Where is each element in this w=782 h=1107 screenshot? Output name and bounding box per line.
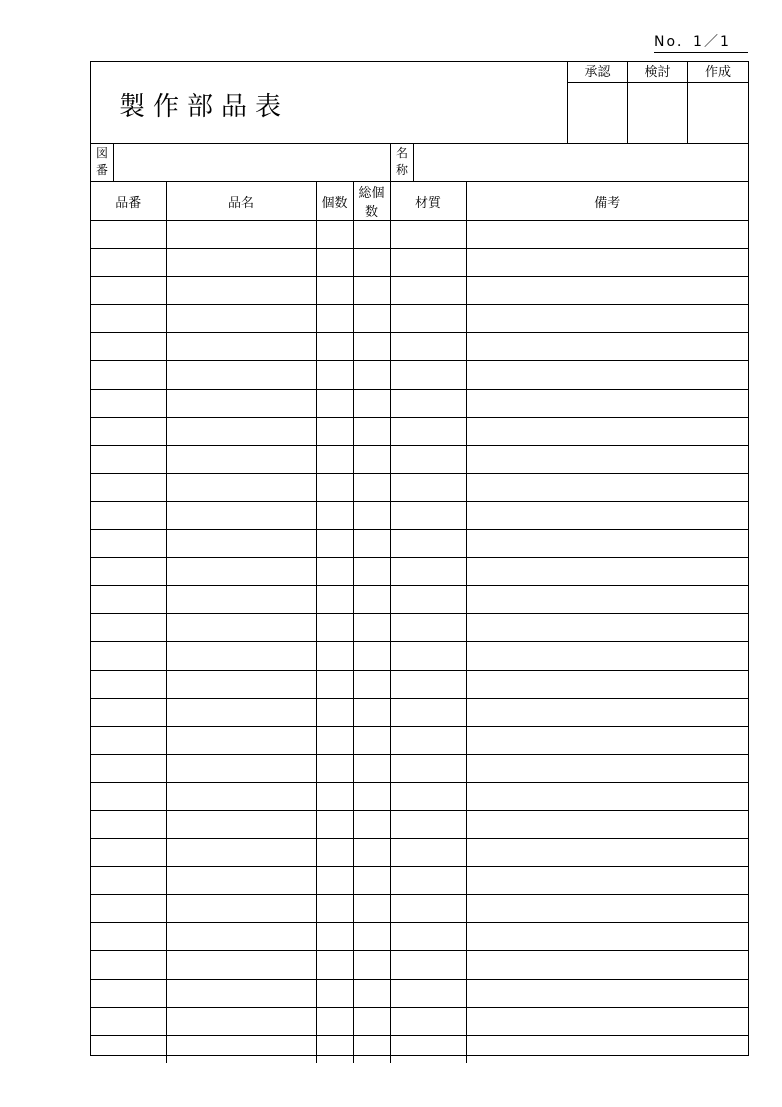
part-number-cell[interactable] <box>91 389 166 417</box>
table-row <box>91 810 748 838</box>
remarks-cell[interactable] <box>466 305 748 333</box>
part-name-cell[interactable] <box>166 1007 316 1035</box>
part-name-cell[interactable] <box>166 333 316 361</box>
part-name-cell[interactable] <box>166 221 316 249</box>
total-quantity-cell[interactable] <box>353 979 390 1007</box>
total-quantity-cell[interactable] <box>353 895 390 923</box>
remarks-cell[interactable] <box>466 221 748 249</box>
part-name-cell[interactable] <box>166 305 316 333</box>
part-number-cell[interactable] <box>91 867 166 895</box>
part-number-cell[interactable] <box>91 277 166 305</box>
material-cell[interactable] <box>390 558 466 586</box>
quantity-cell[interactable] <box>316 249 353 277</box>
total-quantity-cell[interactable] <box>353 249 390 277</box>
total-quantity-cell[interactable] <box>353 586 390 614</box>
remarks-cell[interactable] <box>466 670 748 698</box>
quantity-cell[interactable] <box>316 979 353 1007</box>
document-title: 製作部品表 <box>119 92 290 122</box>
part-number-cell[interactable] <box>91 614 166 642</box>
part-number-cell[interactable] <box>91 1007 166 1035</box>
name-label-char-2: 称 <box>395 163 408 177</box>
remarks-cell[interactable] <box>466 277 748 305</box>
part-number-cell[interactable] <box>91 221 166 249</box>
part-number-cell[interactable] <box>91 305 166 333</box>
page-number: No．1／1 <box>654 32 748 53</box>
part-name-cell[interactable] <box>166 389 316 417</box>
total-quantity-cell[interactable] <box>353 782 390 810</box>
material-cell[interactable] <box>390 445 466 473</box>
stamp-review <box>628 62 688 143</box>
part-name-cell[interactable] <box>166 754 316 782</box>
material-cell[interactable] <box>390 530 466 558</box>
remarks-cell[interactable] <box>466 445 748 473</box>
total-quantity-cell[interactable] <box>353 810 390 838</box>
part-name-cell[interactable] <box>166 361 316 389</box>
remarks-cell[interactable] <box>466 417 748 445</box>
column-header-quantity: 個数 <box>316 182 353 221</box>
part-number-cell[interactable] <box>91 810 166 838</box>
part-name-cell[interactable] <box>166 810 316 838</box>
quantity-cell[interactable] <box>316 586 353 614</box>
column-header-part-number: 品番 <box>91 182 166 221</box>
stamp-box-review[interactable] <box>628 83 687 143</box>
name-field[interactable] <box>414 144 748 181</box>
table-row <box>91 221 748 249</box>
remarks-cell[interactable] <box>466 1035 748 1063</box>
material-cell[interactable] <box>390 642 466 670</box>
quantity-cell[interactable] <box>316 895 353 923</box>
remarks-cell[interactable] <box>466 923 748 951</box>
total-quantity-cell[interactable] <box>353 221 390 249</box>
column-header-material: 材質 <box>390 182 466 221</box>
table-row <box>91 979 748 1007</box>
part-number-cell[interactable] <box>91 501 166 529</box>
remarks-cell[interactable] <box>466 867 748 895</box>
part-name-cell[interactable] <box>166 951 316 979</box>
material-cell[interactable] <box>390 501 466 529</box>
table-row <box>91 726 748 754</box>
quantity-cell[interactable] <box>316 1007 353 1035</box>
material-cell[interactable] <box>390 417 466 445</box>
stamp-box-approve[interactable] <box>568 83 627 143</box>
remarks-cell[interactable] <box>466 698 748 726</box>
material-cell[interactable] <box>390 586 466 614</box>
total-quantity-cell[interactable] <box>353 361 390 389</box>
stamp-label-approve: 承認 <box>568 62 627 83</box>
material-cell[interactable] <box>390 895 466 923</box>
material-cell[interactable] <box>390 305 466 333</box>
total-quantity-cell[interactable] <box>353 277 390 305</box>
quantity-cell[interactable] <box>316 782 353 810</box>
table-row <box>91 305 748 333</box>
part-number-cell[interactable] <box>91 698 166 726</box>
part-number-cell[interactable] <box>91 1035 166 1063</box>
quantity-cell[interactable] <box>316 305 353 333</box>
part-number-cell[interactable] <box>91 754 166 782</box>
part-number-cell[interactable] <box>91 979 166 1007</box>
remarks-cell[interactable] <box>466 558 748 586</box>
remarks-cell[interactable] <box>466 473 748 501</box>
material-cell[interactable] <box>390 726 466 754</box>
part-number-cell[interactable] <box>91 923 166 951</box>
total-quantity-cell[interactable] <box>353 389 390 417</box>
material-cell[interactable] <box>390 839 466 867</box>
remarks-cell[interactable] <box>466 754 748 782</box>
total-quantity-cell[interactable] <box>353 1035 390 1063</box>
remarks-cell[interactable] <box>466 951 748 979</box>
part-name-cell[interactable] <box>166 642 316 670</box>
remarks-cell[interactable] <box>466 979 748 1007</box>
quantity-cell[interactable] <box>316 389 353 417</box>
part-name-cell[interactable] <box>166 614 316 642</box>
quantity-cell[interactable] <box>316 923 353 951</box>
title-block <box>91 62 568 144</box>
remarks-cell[interactable] <box>466 614 748 642</box>
total-quantity-cell[interactable] <box>353 305 390 333</box>
quantity-cell[interactable] <box>316 642 353 670</box>
drawing-number-label-char-1: 図 <box>95 146 108 160</box>
remarks-cell[interactable] <box>466 501 748 529</box>
part-name-cell[interactable] <box>166 1035 316 1063</box>
stamp-label-review: 検討 <box>628 62 687 83</box>
quantity-cell[interactable] <box>316 726 353 754</box>
total-quantity-cell[interactable] <box>353 417 390 445</box>
total-quantity-cell[interactable] <box>353 445 390 473</box>
approval-stamps <box>568 62 748 144</box>
part-name-cell[interactable] <box>166 249 316 277</box>
part-name-cell[interactable] <box>166 530 316 558</box>
table-row <box>91 951 748 979</box>
quantity-cell[interactable] <box>316 333 353 361</box>
name-label-char-1: 名 <box>395 146 408 160</box>
part-number-cell[interactable] <box>91 951 166 979</box>
total-quantity-cell[interactable] <box>353 614 390 642</box>
total-quantity-cell[interactable] <box>353 1007 390 1035</box>
part-name-cell[interactable] <box>166 501 316 529</box>
remarks-cell[interactable] <box>466 810 748 838</box>
total-quantity-cell[interactable] <box>353 558 390 586</box>
total-quantity-cell[interactable] <box>353 333 390 361</box>
total-quantity-cell[interactable] <box>353 726 390 754</box>
part-number-cell[interactable] <box>91 249 166 277</box>
table-row <box>91 417 748 445</box>
table-row <box>91 530 748 558</box>
quantity-cell[interactable] <box>316 558 353 586</box>
table-row <box>91 249 748 277</box>
part-name-cell[interactable] <box>166 473 316 501</box>
material-cell[interactable] <box>390 979 466 1007</box>
table-row <box>91 754 748 782</box>
quantity-cell[interactable] <box>316 445 353 473</box>
remarks-cell[interactable] <box>466 389 748 417</box>
total-quantity-cell[interactable] <box>353 951 390 979</box>
name-label <box>391 144 414 181</box>
part-name-cell[interactable] <box>166 670 316 698</box>
material-cell[interactable] <box>390 333 466 361</box>
column-header-remarks: 備考 <box>466 182 748 221</box>
remarks-cell[interactable] <box>466 333 748 361</box>
table-row <box>91 782 748 810</box>
parts-table <box>91 182 748 1063</box>
remarks-cell[interactable] <box>466 642 748 670</box>
part-name-cell[interactable] <box>166 726 316 754</box>
quantity-cell[interactable] <box>316 810 353 838</box>
total-quantity-cell[interactable] <box>353 501 390 529</box>
quantity-cell[interactable] <box>316 1035 353 1063</box>
column-header-part-name: 品名 <box>166 182 316 221</box>
part-name-cell[interactable] <box>166 867 316 895</box>
part-number-cell[interactable] <box>91 333 166 361</box>
drawing-number-label <box>91 144 114 181</box>
table-body <box>91 221 748 1064</box>
part-number-cell[interactable] <box>91 530 166 558</box>
parts-list-sheet <box>90 61 749 1056</box>
remarks-cell[interactable] <box>466 249 748 277</box>
material-cell[interactable] <box>390 389 466 417</box>
total-quantity-cell[interactable] <box>353 867 390 895</box>
total-quantity-cell[interactable] <box>353 839 390 867</box>
table-row <box>91 277 748 305</box>
material-cell[interactable] <box>390 249 466 277</box>
material-cell[interactable] <box>390 951 466 979</box>
total-quantity-cell[interactable] <box>353 698 390 726</box>
quantity-cell[interactable] <box>316 754 353 782</box>
remarks-cell[interactable] <box>466 782 748 810</box>
total-quantity-cell[interactable] <box>353 642 390 670</box>
total-quantity-cell[interactable] <box>353 473 390 501</box>
total-quantity-cell[interactable] <box>353 670 390 698</box>
part-number-cell[interactable] <box>91 782 166 810</box>
quantity-cell[interactable] <box>316 277 353 305</box>
table-row <box>91 867 748 895</box>
table-row <box>91 839 748 867</box>
remarks-cell[interactable] <box>466 839 748 867</box>
remarks-cell[interactable] <box>466 586 748 614</box>
remarks-cell[interactable] <box>466 361 748 389</box>
material-cell[interactable] <box>390 277 466 305</box>
material-cell[interactable] <box>390 782 466 810</box>
stamp-approve <box>568 62 628 143</box>
quantity-cell[interactable] <box>316 361 353 389</box>
part-number-cell[interactable] <box>91 642 166 670</box>
material-cell[interactable] <box>390 810 466 838</box>
table-row <box>91 1007 748 1035</box>
quantity-cell[interactable] <box>316 221 353 249</box>
part-number-cell[interactable] <box>91 417 166 445</box>
part-number-cell[interactable] <box>91 445 166 473</box>
part-number-cell[interactable] <box>91 558 166 586</box>
part-number-cell[interactable] <box>91 670 166 698</box>
part-name-cell[interactable] <box>166 586 316 614</box>
column-header-total-quantity: 総個数 <box>353 182 390 221</box>
remarks-cell[interactable] <box>466 895 748 923</box>
part-name-cell[interactable] <box>166 417 316 445</box>
material-cell[interactable] <box>390 221 466 249</box>
quantity-cell[interactable] <box>316 867 353 895</box>
quantity-cell[interactable] <box>316 473 353 501</box>
part-name-cell[interactable] <box>166 839 316 867</box>
quantity-cell[interactable] <box>316 839 353 867</box>
part-name-cell[interactable] <box>166 923 316 951</box>
table-row <box>91 670 748 698</box>
quantity-cell[interactable] <box>316 951 353 979</box>
part-number-cell[interactable] <box>91 361 166 389</box>
total-quantity-cell[interactable] <box>353 530 390 558</box>
material-cell[interactable] <box>390 473 466 501</box>
part-name-cell[interactable] <box>166 979 316 1007</box>
drawing-number-label-char-2: 番 <box>95 163 108 177</box>
material-cell[interactable] <box>390 754 466 782</box>
part-number-cell[interactable] <box>91 473 166 501</box>
part-name-cell[interactable] <box>166 558 316 586</box>
part-number-cell[interactable] <box>91 586 166 614</box>
table-row <box>91 642 748 670</box>
table-row <box>91 389 748 417</box>
part-name-cell[interactable] <box>166 445 316 473</box>
part-name-cell[interactable] <box>166 277 316 305</box>
remarks-cell[interactable] <box>466 726 748 754</box>
quantity-cell[interactable] <box>316 670 353 698</box>
quantity-cell[interactable] <box>316 614 353 642</box>
table-row <box>91 333 748 361</box>
quantity-cell[interactable] <box>316 698 353 726</box>
table-header-row <box>91 182 748 221</box>
table-row <box>91 923 748 951</box>
part-number-cell[interactable] <box>91 895 166 923</box>
part-number-cell[interactable] <box>91 839 166 867</box>
quantity-cell[interactable] <box>316 501 353 529</box>
stamp-create <box>688 62 748 143</box>
material-cell[interactable] <box>390 867 466 895</box>
stamp-label-create: 作成 <box>688 62 748 83</box>
table-row <box>91 501 748 529</box>
table-row <box>91 445 748 473</box>
table-row <box>91 698 748 726</box>
table-row <box>91 361 748 389</box>
material-cell[interactable] <box>390 923 466 951</box>
part-name-cell[interactable] <box>166 895 316 923</box>
material-cell[interactable] <box>390 1007 466 1035</box>
total-quantity-cell[interactable] <box>353 923 390 951</box>
table-row <box>91 558 748 586</box>
table-row <box>91 895 748 923</box>
material-cell[interactable] <box>390 1035 466 1063</box>
material-cell[interactable] <box>390 670 466 698</box>
drawing-info-row <box>91 144 748 182</box>
table-row <box>91 586 748 614</box>
remarks-cell[interactable] <box>466 1007 748 1035</box>
remarks-cell[interactable] <box>466 530 748 558</box>
material-cell[interactable] <box>390 361 466 389</box>
stamp-box-create[interactable] <box>688 83 748 143</box>
drawing-number-field[interactable] <box>114 144 391 181</box>
table-row <box>91 473 748 501</box>
part-name-cell[interactable] <box>166 782 316 810</box>
material-cell[interactable] <box>390 614 466 642</box>
quantity-cell[interactable] <box>316 417 353 445</box>
total-quantity-cell[interactable] <box>353 754 390 782</box>
material-cell[interactable] <box>390 698 466 726</box>
table-row <box>91 614 748 642</box>
part-name-cell[interactable] <box>166 698 316 726</box>
quantity-cell[interactable] <box>316 530 353 558</box>
table-row <box>91 1035 748 1063</box>
part-number-cell[interactable] <box>91 726 166 754</box>
